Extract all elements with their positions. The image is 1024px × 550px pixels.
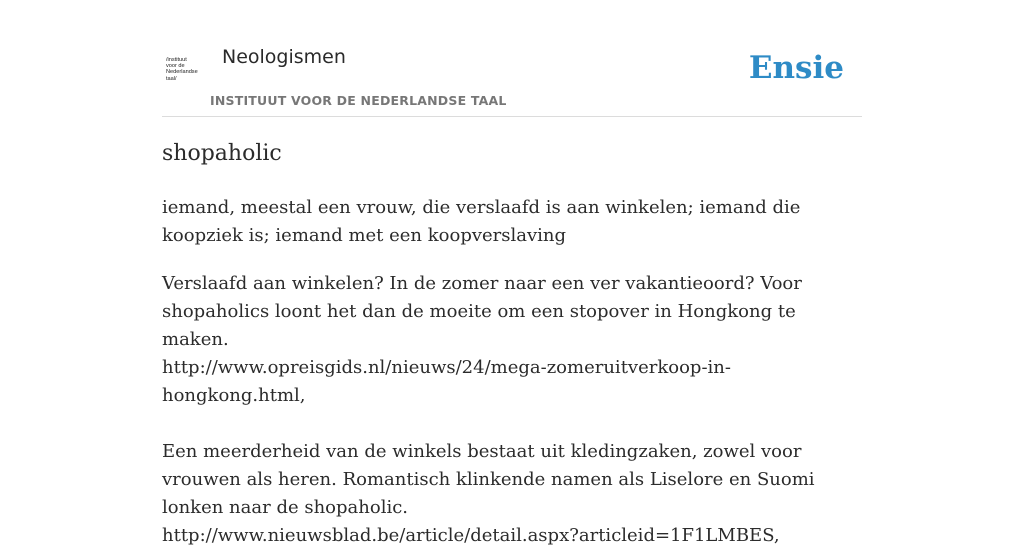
site-name[interactable]: Neologismen: [222, 46, 346, 68]
example-quote: [162, 270, 862, 410]
entry-content: [162, 138, 862, 550]
logo-line: Nederlandse: [166, 69, 198, 76]
header: [162, 40, 862, 117]
logo-line: /instituut: [166, 57, 187, 63]
example-spacer: [162, 410, 862, 438]
example-source: http://www.opreisgids.nl/nieuws/24/mega-zomeruitverkoop-in-hongkong.html,: [162, 357, 731, 406]
example-quote: [162, 438, 862, 550]
institute-name: INSTITUUT VOOR DE NEDERLANDSE TAAL: [210, 93, 507, 108]
example-source: http://www.nieuwsblad.be/article/detail.aspx?articleid=1F1LMBES,: [162, 525, 780, 546]
entry-term: shopaholic: [162, 141, 282, 166]
example-text: Een meerderheid van de winkels bestaat uit kledingzaken, zowel voor vrouwen als heren. Romantisch klinkende namen als Liselore en Suomi lonken naar de shopaholic.: [162, 441, 815, 518]
logo-line: taal/: [166, 75, 177, 82]
brand-logo[interactable]: Ensie: [748, 50, 844, 86]
entry-definition: iemand, meestal een vrouw, die verslaafd is aan winkelen; iemand die koopziek is; iemand met een koopverslaving: [162, 197, 801, 246]
example-text: Verslaafd aan winkelen? In de zomer naar een ver vakantieoord? Voor shopaholics loont het dan de moeite om een stopover in Hongkong te maken.: [162, 273, 802, 350]
institute-logo[interactable]: [166, 57, 206, 82]
logo-line: voor de: [166, 63, 185, 70]
